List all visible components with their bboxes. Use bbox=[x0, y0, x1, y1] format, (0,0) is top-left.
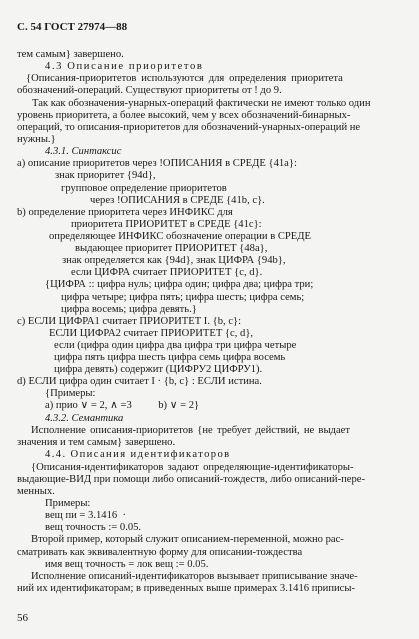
text-line: значения и тем самым} завершено. bbox=[17, 437, 176, 448]
text-line: цифра девять) содержит (ЦИФРУ2 ЦИФРУ1). bbox=[54, 364, 263, 375]
rule-c: c) ЕСЛИ ЦИФРА1 считает ПРИОРИТЕТ I. {b, c}: bbox=[17, 316, 242, 327]
text-line: если (цифра один цифра два цифра три цифра четыре bbox=[54, 340, 297, 351]
text-line: Так как обозначения-унарных-операций фактически не имеют только один bbox=[32, 98, 371, 109]
text-line: нужны.} bbox=[17, 134, 56, 145]
text-line: сматривать как эквивалентную форму для описании-тождества bbox=[17, 547, 303, 558]
text-line: Примеры: bbox=[45, 498, 91, 509]
text-line: Исполнение описаний-идентификаторов вызывает приписывание значе- bbox=[31, 571, 358, 582]
rule-b: b) определение приоритета через ИНФИКС для bbox=[17, 207, 233, 218]
text-line: Второй пример, который служит описанием-переменной, можно рас- bbox=[31, 534, 344, 545]
text-line: цифра четыре; цифра пять; цифра шесть; цифра семь; bbox=[61, 292, 305, 303]
text-line: выдающее приоритет ПРИОРИТЕТ {48a}, bbox=[75, 243, 268, 254]
section-heading: 4.4. Описания идентификаторов bbox=[45, 449, 231, 460]
text-line: уровень приоритета, а более высокий, чем у всех обозначений-бинарных- bbox=[17, 110, 351, 121]
text-line: ний их идентификаторам; в приведенных выше примерах 3.1416 приписы- bbox=[17, 583, 356, 594]
text-line: тем самым} завершено. bbox=[17, 49, 124, 60]
text-line: вещ пи = 3.1416 · bbox=[45, 510, 127, 521]
text-line: {Примеры: bbox=[45, 388, 96, 399]
rule-d: d) ЕСЛИ цифра один считает I · {b, c} : ЕСЛИ истина. bbox=[17, 376, 262, 387]
text-line: a) прио ∨ = 2, ∧ =3 b) ∨ = 2} bbox=[45, 400, 200, 411]
text-line: операций, то описания-приоритетов для обозначений-унарных-операций не bbox=[17, 122, 361, 133]
text-line: приоритета ПРИОРИТЕТ в СРЕДЕ {41c}: bbox=[71, 219, 262, 230]
section-heading: 4.3 Описание приоритетов bbox=[45, 61, 204, 72]
text-line: ЕСЛИ ЦИФРА2 считает ПРИОРИТЕТ {c, d}, bbox=[49, 328, 254, 339]
text-line: знак определяется как {94d}, знак ЦИФРА {94b}, bbox=[62, 255, 286, 266]
text-line: цифра пять цифра шесть цифра семь цифра восемь bbox=[54, 352, 286, 363]
subsection-heading: 4.3.2. Семантика bbox=[45, 413, 124, 424]
rule-a: a) описание приоритетов через !ОПИСАНИЯ в СРЕДЕ {41a}: bbox=[17, 158, 297, 169]
text-line: цифра восемь; цифра девять.} bbox=[61, 304, 197, 315]
text-line: Исполнение описания-приоритетов {не требует действий, не выдает bbox=[31, 425, 350, 436]
text-line: менных. bbox=[17, 486, 55, 497]
text-line: {ЦИФРА :: цифра нуль; цифра один; цифра два; цифра три; bbox=[45, 279, 314, 290]
subsection-heading: 4.3.1. Синтаксис bbox=[45, 146, 122, 157]
running-head: С. 54 ГОСТ 27974—88 bbox=[17, 21, 128, 33]
text-line: выдающие-ВИД при помощи либо описаний-тождеств, либо описаний-пере- bbox=[17, 474, 366, 485]
text-line: обозначений-операций. Существуют приоритеты от ! до 9. bbox=[17, 85, 282, 96]
text-line: групповое определение приоритетов bbox=[61, 183, 227, 194]
page-number: 56 bbox=[17, 612, 28, 624]
text-line: вещ точность := 0.05. bbox=[45, 522, 142, 533]
text-line: если ЦИФРА считает ПРИОРИТЕТ {c, d}. bbox=[71, 267, 263, 278]
text-line: имя вещ точность = лок вещ := 0.05. bbox=[45, 559, 209, 570]
text-line: определяющее ИНФИКС обозначение операции в СРЕДЕ bbox=[49, 231, 311, 242]
text-line: {Описания-идентификаторов задают определяющие-идентификаторы- bbox=[31, 462, 354, 473]
text-line: знак приоритет {94d}, bbox=[55, 170, 156, 181]
text-line: через !ОПИСАНИЯ в СРЕДЕ {41b, c}. bbox=[90, 195, 265, 206]
text-line: {Описания-приоритетов используются для определения приоритета bbox=[26, 73, 343, 84]
